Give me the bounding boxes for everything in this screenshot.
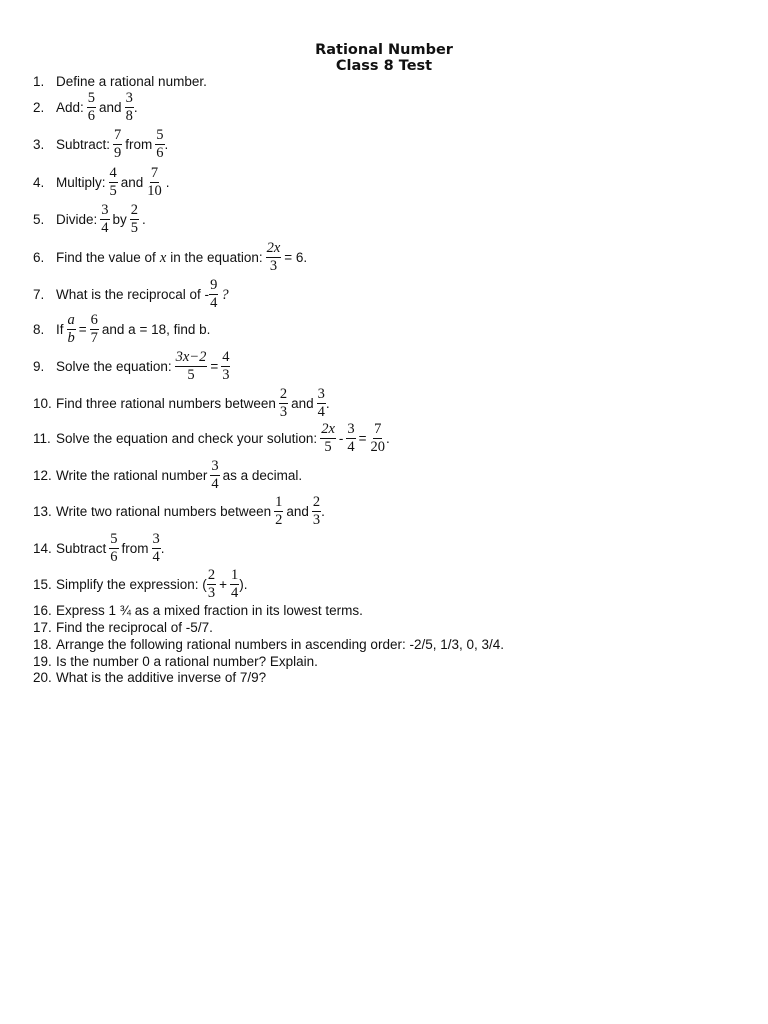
fraction xyxy=(370,422,387,455)
question-text: and xyxy=(99,99,122,115)
question-number: 20. xyxy=(33,670,52,685)
question-text: . xyxy=(164,136,169,152)
denominator: 4 xyxy=(317,404,325,420)
fraction xyxy=(210,459,219,492)
question-text: ). xyxy=(239,576,248,592)
question-text: Find the reciprocal of -5/7. xyxy=(56,620,213,635)
numerator: 2 xyxy=(130,202,139,218)
question-number: 14. xyxy=(33,540,52,556)
fraction xyxy=(87,91,96,124)
fraction xyxy=(146,166,163,199)
fraction xyxy=(109,532,118,565)
question-18 xyxy=(33,637,504,653)
question-text: Find the value of xyxy=(56,249,156,265)
numerator: 5 xyxy=(87,90,96,106)
numerator: 5 xyxy=(156,127,164,143)
fraction xyxy=(209,278,218,311)
fraction xyxy=(113,128,122,161)
fraction xyxy=(274,495,283,528)
question-text: . xyxy=(160,540,165,556)
question-number: 6. xyxy=(33,249,45,265)
numerator: 3 xyxy=(317,386,325,402)
fraction xyxy=(207,568,216,601)
denominator: 8 xyxy=(125,108,133,124)
question-text: . xyxy=(386,430,390,446)
question-text: Arrange the following rational numbers in ascending order: -2/5, 1/3, 0, 3/4. xyxy=(56,637,505,652)
numerator: 1 xyxy=(275,494,283,510)
question-5 xyxy=(33,203,146,236)
numerator: 6 xyxy=(90,312,98,328)
question-number: 2. xyxy=(33,99,45,115)
question-text: . xyxy=(133,99,138,115)
denominator: 3 xyxy=(269,258,278,274)
denominator: 4 xyxy=(230,585,239,601)
fraction xyxy=(317,387,326,420)
question-text: as a decimal. xyxy=(222,467,303,483)
question-number: 9. xyxy=(33,358,45,374)
fraction xyxy=(221,350,230,383)
denominator: 3 xyxy=(222,367,230,383)
question-text: = 6. xyxy=(284,249,308,265)
numerator: 4 xyxy=(222,349,230,365)
denominator: 4 xyxy=(101,220,109,236)
numerator: 3 xyxy=(152,531,160,547)
question-mark: ? xyxy=(221,286,229,303)
fraction xyxy=(125,91,134,124)
numerator: 3 xyxy=(347,421,355,437)
question-number: 1. xyxy=(33,74,45,89)
numerator: 2 xyxy=(279,386,288,402)
numerator: 2x xyxy=(321,421,335,437)
numerator: a xyxy=(67,312,75,328)
denominator: 5 xyxy=(187,367,195,383)
numerator: 3 xyxy=(211,458,219,474)
fraction xyxy=(152,532,161,565)
numerator: 3x−2 xyxy=(175,349,207,365)
question-text: = xyxy=(210,358,219,374)
fraction xyxy=(346,422,355,455)
question-text: in the equation: xyxy=(170,249,263,265)
question-2 xyxy=(33,91,138,124)
title-line-2: Class 8 Test xyxy=(335,58,433,74)
question-number: 16. xyxy=(33,603,52,618)
question-number: 8. xyxy=(33,321,45,337)
question-14 xyxy=(33,532,165,565)
question-number: 4. xyxy=(33,174,45,190)
operator: - xyxy=(338,430,344,446)
question-17 xyxy=(33,620,213,636)
question-20 xyxy=(33,670,266,686)
question-text: from xyxy=(125,136,153,152)
denominator: 6 xyxy=(156,145,164,161)
denominator: 7 xyxy=(90,330,98,346)
question-text: and xyxy=(286,503,309,519)
question-9 xyxy=(33,350,233,383)
denominator: 9 xyxy=(114,145,122,161)
numerator: 3 xyxy=(125,90,133,106)
numerator: 7 xyxy=(114,127,122,143)
question-number: 18. xyxy=(33,637,52,652)
question-text: . xyxy=(165,174,170,190)
question-text: Solve the equation: xyxy=(56,358,172,374)
numerator: 2 xyxy=(312,494,321,510)
title-line-1: Rational Number xyxy=(315,42,453,58)
question-text: Simplify the expression: ( xyxy=(56,576,207,592)
question-19 xyxy=(33,654,318,670)
numerator: 2 xyxy=(207,567,216,583)
fraction xyxy=(320,422,336,455)
numerator: 9 xyxy=(210,277,218,293)
fraction xyxy=(175,350,208,383)
question-text: . xyxy=(321,503,325,519)
denominator: 6 xyxy=(87,108,96,124)
question-number: 5. xyxy=(33,211,45,227)
fraction xyxy=(155,128,164,161)
question-number: 12. xyxy=(33,467,52,483)
denominator: 3 xyxy=(207,585,216,601)
numerator: 2x xyxy=(266,240,281,256)
question-number: 15. xyxy=(33,576,52,592)
denominator: 5 xyxy=(109,183,117,199)
question-text: Find three rational numbers between xyxy=(56,395,276,411)
question-text: Multiply: xyxy=(56,174,106,190)
numerator: 3 xyxy=(101,202,109,218)
question-16 xyxy=(33,603,363,619)
denominator: 3 xyxy=(312,512,321,528)
question-10 xyxy=(33,387,330,420)
question-number: 3. xyxy=(33,136,45,152)
numerator: 4 xyxy=(109,165,117,181)
denominator: 20 xyxy=(370,439,386,455)
question-15 xyxy=(33,568,247,601)
question-11 xyxy=(33,422,390,455)
denominator: b xyxy=(67,330,75,346)
question-text: What is the additive inverse of 7/9? xyxy=(56,670,267,685)
question-text: Divide: xyxy=(56,211,98,227)
question-text: What is the reciprocal of - xyxy=(56,286,210,302)
question-text: by xyxy=(112,211,127,227)
denominator: 3 xyxy=(279,404,288,420)
fraction xyxy=(109,166,118,199)
question-text: = xyxy=(78,321,87,337)
fraction xyxy=(279,387,288,420)
denominator: 10 xyxy=(147,183,162,199)
question-text: and a = 18, find b. xyxy=(101,321,211,337)
question-text: Express 1 ¾ as a mixed fraction in its lowest terms. xyxy=(56,603,363,618)
question-13 xyxy=(33,495,325,528)
fraction xyxy=(312,495,321,528)
denominator: 4 xyxy=(152,549,160,565)
fraction xyxy=(100,203,109,236)
question-text: and xyxy=(120,174,144,190)
question-text: Subtract: xyxy=(56,136,111,152)
numerator: 5 xyxy=(110,531,118,547)
question-text: and xyxy=(291,395,314,411)
fraction xyxy=(90,313,99,346)
question-text: Solve the equation and check your solution: xyxy=(56,430,318,446)
denominator: 4 xyxy=(347,439,355,455)
fraction xyxy=(67,313,76,346)
question-number: 17. xyxy=(33,620,52,635)
denominator: 4 xyxy=(211,476,219,492)
question-1 xyxy=(33,74,207,90)
question-text: . xyxy=(142,211,146,227)
question-text: Add: xyxy=(56,99,84,115)
variable: x xyxy=(159,249,167,266)
question-text: from xyxy=(121,540,149,556)
question-6 xyxy=(33,241,307,274)
operator: = xyxy=(358,430,367,446)
question-number: 13. xyxy=(33,503,52,519)
denominator: 5 xyxy=(324,439,332,455)
question-4 xyxy=(33,166,170,199)
question-number: 19. xyxy=(33,654,52,669)
numerator: 7 xyxy=(150,165,159,181)
numerator: 7 xyxy=(374,421,382,437)
question-text: Subtract xyxy=(56,540,107,556)
question-number: 11. xyxy=(33,430,51,446)
question-text: Write two rational numbers between xyxy=(56,503,272,519)
fraction xyxy=(266,241,282,274)
question-3 xyxy=(33,128,168,161)
question-number: 10. xyxy=(33,395,52,411)
numerator: 1 xyxy=(230,567,239,583)
fraction xyxy=(230,568,239,601)
question-text: . xyxy=(325,395,330,411)
denominator: 4 xyxy=(210,295,218,311)
question-text: If xyxy=(56,321,64,337)
denominator: 5 xyxy=(130,220,139,236)
question-text: Is the number 0 a rational number? Explain. xyxy=(56,654,318,669)
question-text: Write the rational number xyxy=(56,467,208,483)
question-12 xyxy=(33,459,302,492)
denominator: 2 xyxy=(275,512,283,528)
question-number: 7. xyxy=(33,286,45,302)
question-text: Define a rational number. xyxy=(56,74,207,89)
operator: + xyxy=(219,576,227,592)
denominator: 6 xyxy=(110,549,118,565)
fraction xyxy=(130,203,139,236)
question-8 xyxy=(33,313,210,346)
question-7 xyxy=(33,278,229,311)
